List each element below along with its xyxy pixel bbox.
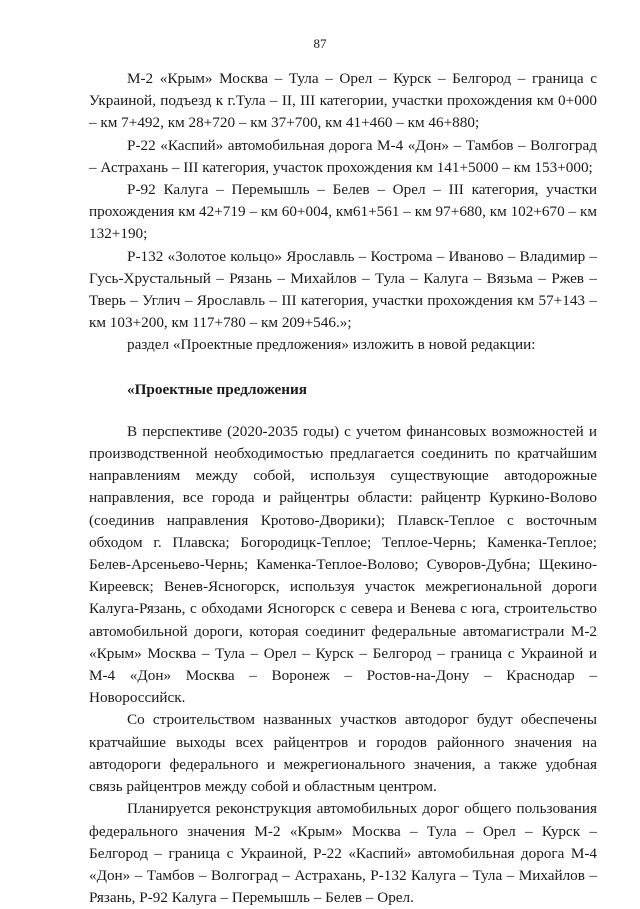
paragraph-road-r92: Р-92 Калуга – Перемышль – Белев – Орел – III категория, участки прохождения км 42+719 – км 60+004, км61+561 – км 97+680, км 102+670 – км 132+190; [89,181,597,243]
paragraph-section-instruction: раздел «Проектные предложения» изложить в новой редакции: [127,336,536,354]
paragraph-road-m2: М-2 «Крым» Москва – Тула – Орел – Курск – Белгород – граница с Украиной, подъезд к г.Тула – II, III категории, участки прохождения км 0+000 – км 7+492, км 28+720 – км 37+700, км 41+460 – км 46+880; [89,70,597,132]
spacer [89,357,597,379]
section-heading: «Проектные предложения [127,380,307,398]
paragraph-perspective: В перспективе (2020-2035 годы) с учетом финансовых возможностей и производственной необходимостью предлагается соединить по кратчайшим направлениям между собой, используя существующие автодорожные направления, все города и райцентры области: райцентр Куркино-Волово (соединив направления Кротово-Дворики); Плавск-Теплое с восточным обходом г. Плавска; Богородицк-Теплое; Теплое-Чернь; Каменка-Теплое; Белев-Арсеньево-Чернь; Каменка-Теплое-Волово; Суворов-Дубна; Щекино-Киреевск; Венев-Ясногорск, используя участок межрегиональной дороги Калуга-Рязань, с обходами Ясногорск с севера и Венева с юга, строительство автомобильной дороги, которая соединит федеральные автомагистрали М-2 «Крым» Москва – Тула – Орел – Курск – Белгород – граница с Украиной и М-4 «Дон» Москва – Воронеж – Ростов-на-Дону – Краснодар – Новороссийск. [89,422,597,707]
page-number: 87 [313,36,327,51]
spacer [89,401,597,421]
paragraph-road-r132: Р-132 «Золотое кольцо» Ярославль – Кострома – Иваново – Владимир – Гусь-Хрустальный – Рязань – Михайлов – Тула – Калуга – Вязьма – Ржев – Тверь – Углич – Ярославль – III категория, участки прохождения км 57+143 – км 103+200, км 117+780 – км 209+546.»; [89,247,597,332]
document-body [89,68,597,909]
paragraph-road-r22: Р-22 «Каспий» автомобильная дорога М-4 «Дон» – Тамбов – Волгоград – Астрахань – III категория, участок прохождения км 141+5000 – км 153+000; [89,136,597,176]
paragraph-construction: Со строительством названных участков автодорог будут обеспечены кратчайшие выходы всех райцентров и городов районного значения на автодороги федерального и межрегионального значения, а также удобная связь райцентров между собой и областным центром. [89,711,597,796]
paragraph-reconstruction: Планируется реконструкция автомобильных дорог общего пользования федерального значения М-2 «Крым» Москва – Тула – Орел – Курск – Белгород – граница с Украиной, Р-22 «Каспий» автомобильная дорога М-4 «Дон» – Тамбов – Волгоград – Астрахань, Р-132 Калуга – Тула – Михайлов – Рязань, Р-92 Калуга – Перемышль – Белев – Орел. [89,800,597,907]
